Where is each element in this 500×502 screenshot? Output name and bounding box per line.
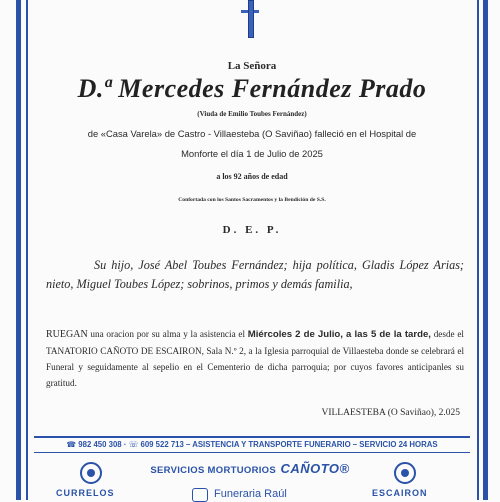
- footer-divider-top: [34, 436, 470, 438]
- brand-name: CAÑOTO®: [280, 461, 350, 476]
- notice-line-1: de «Casa Varela» de Castro - Villaesteba (O Saviñao) falleció en el Hospital de: [87, 128, 417, 139]
- sacraments-line: Confortada con los Santos Sacramentos y la Bendición de S.S.: [178, 197, 326, 203]
- border-left-outer: [16, 0, 21, 500]
- town-left: CURRELOS: [56, 488, 115, 498]
- ruegan-when: Miércoles 2 de Julio, a las 5 de la tarde,: [247, 329, 431, 340]
- cross-icon: [246, 0, 254, 36]
- ruegan-paragraph: [46, 326, 464, 391]
- deceased-name: D.ª Mercedes Fernández Prado: [77, 74, 427, 103]
- ruegan-part-1: una oracion por su alma y la asistencia el: [87, 329, 248, 339]
- services-prefix: SERVICIOS MORTUORIOS: [150, 465, 276, 476]
- ruegan-lead: RUEGAN: [46, 329, 88, 340]
- town-right: ESCAIRON: [372, 488, 428, 498]
- border-left-inner: [26, 0, 28, 500]
- place-date: VILLAESTEBA (O Saviñao), 2.025: [321, 408, 460, 418]
- border-right-inner: [477, 0, 479, 500]
- border-right-outer: [483, 0, 488, 500]
- title-prefix: La Señora: [227, 60, 277, 72]
- widow-note: (Viuda de Emilio Toubes Fernández): [197, 110, 307, 118]
- ruegan-part-2: desde el TANATORIO CAÑOTO DE ESCAIRON, Sala N.º 2, a la Iglesia parroquial de Villaesteba donde se celebrará el Funeral y seguidamente al sepelio en el Cementerio de dicha parroquia; por cuyos favores anticipanles su gratitud.: [46, 329, 464, 388]
- notice-line-2: Monforte el día 1 de Julio de 2025: [181, 148, 323, 159]
- death-notice: [44, 124, 460, 164]
- family-paragraph: Su hijo, José Abel Toubes Fernández; hija política, Gladis López Arias; nieto, Miguel Toubes López; sobrinos, primos y demás familia,: [46, 258, 464, 291]
- escairon-logo-icon: [394, 462, 416, 484]
- footer-divider-bottom: [34, 452, 470, 453]
- age-line: a los 92 años de edad: [216, 172, 288, 181]
- partner-name: Funeraria Raúl: [214, 488, 287, 500]
- footer-phones: ☎ 982 450 308 · ☏ 609 522 713 – ASISTENCIA Y TRANSPORTE FUNERARIO – SERVICIO 24 HORAS: [66, 440, 438, 449]
- services-banner: [0, 460, 500, 478]
- dep-line: D. E. P.: [222, 224, 282, 236]
